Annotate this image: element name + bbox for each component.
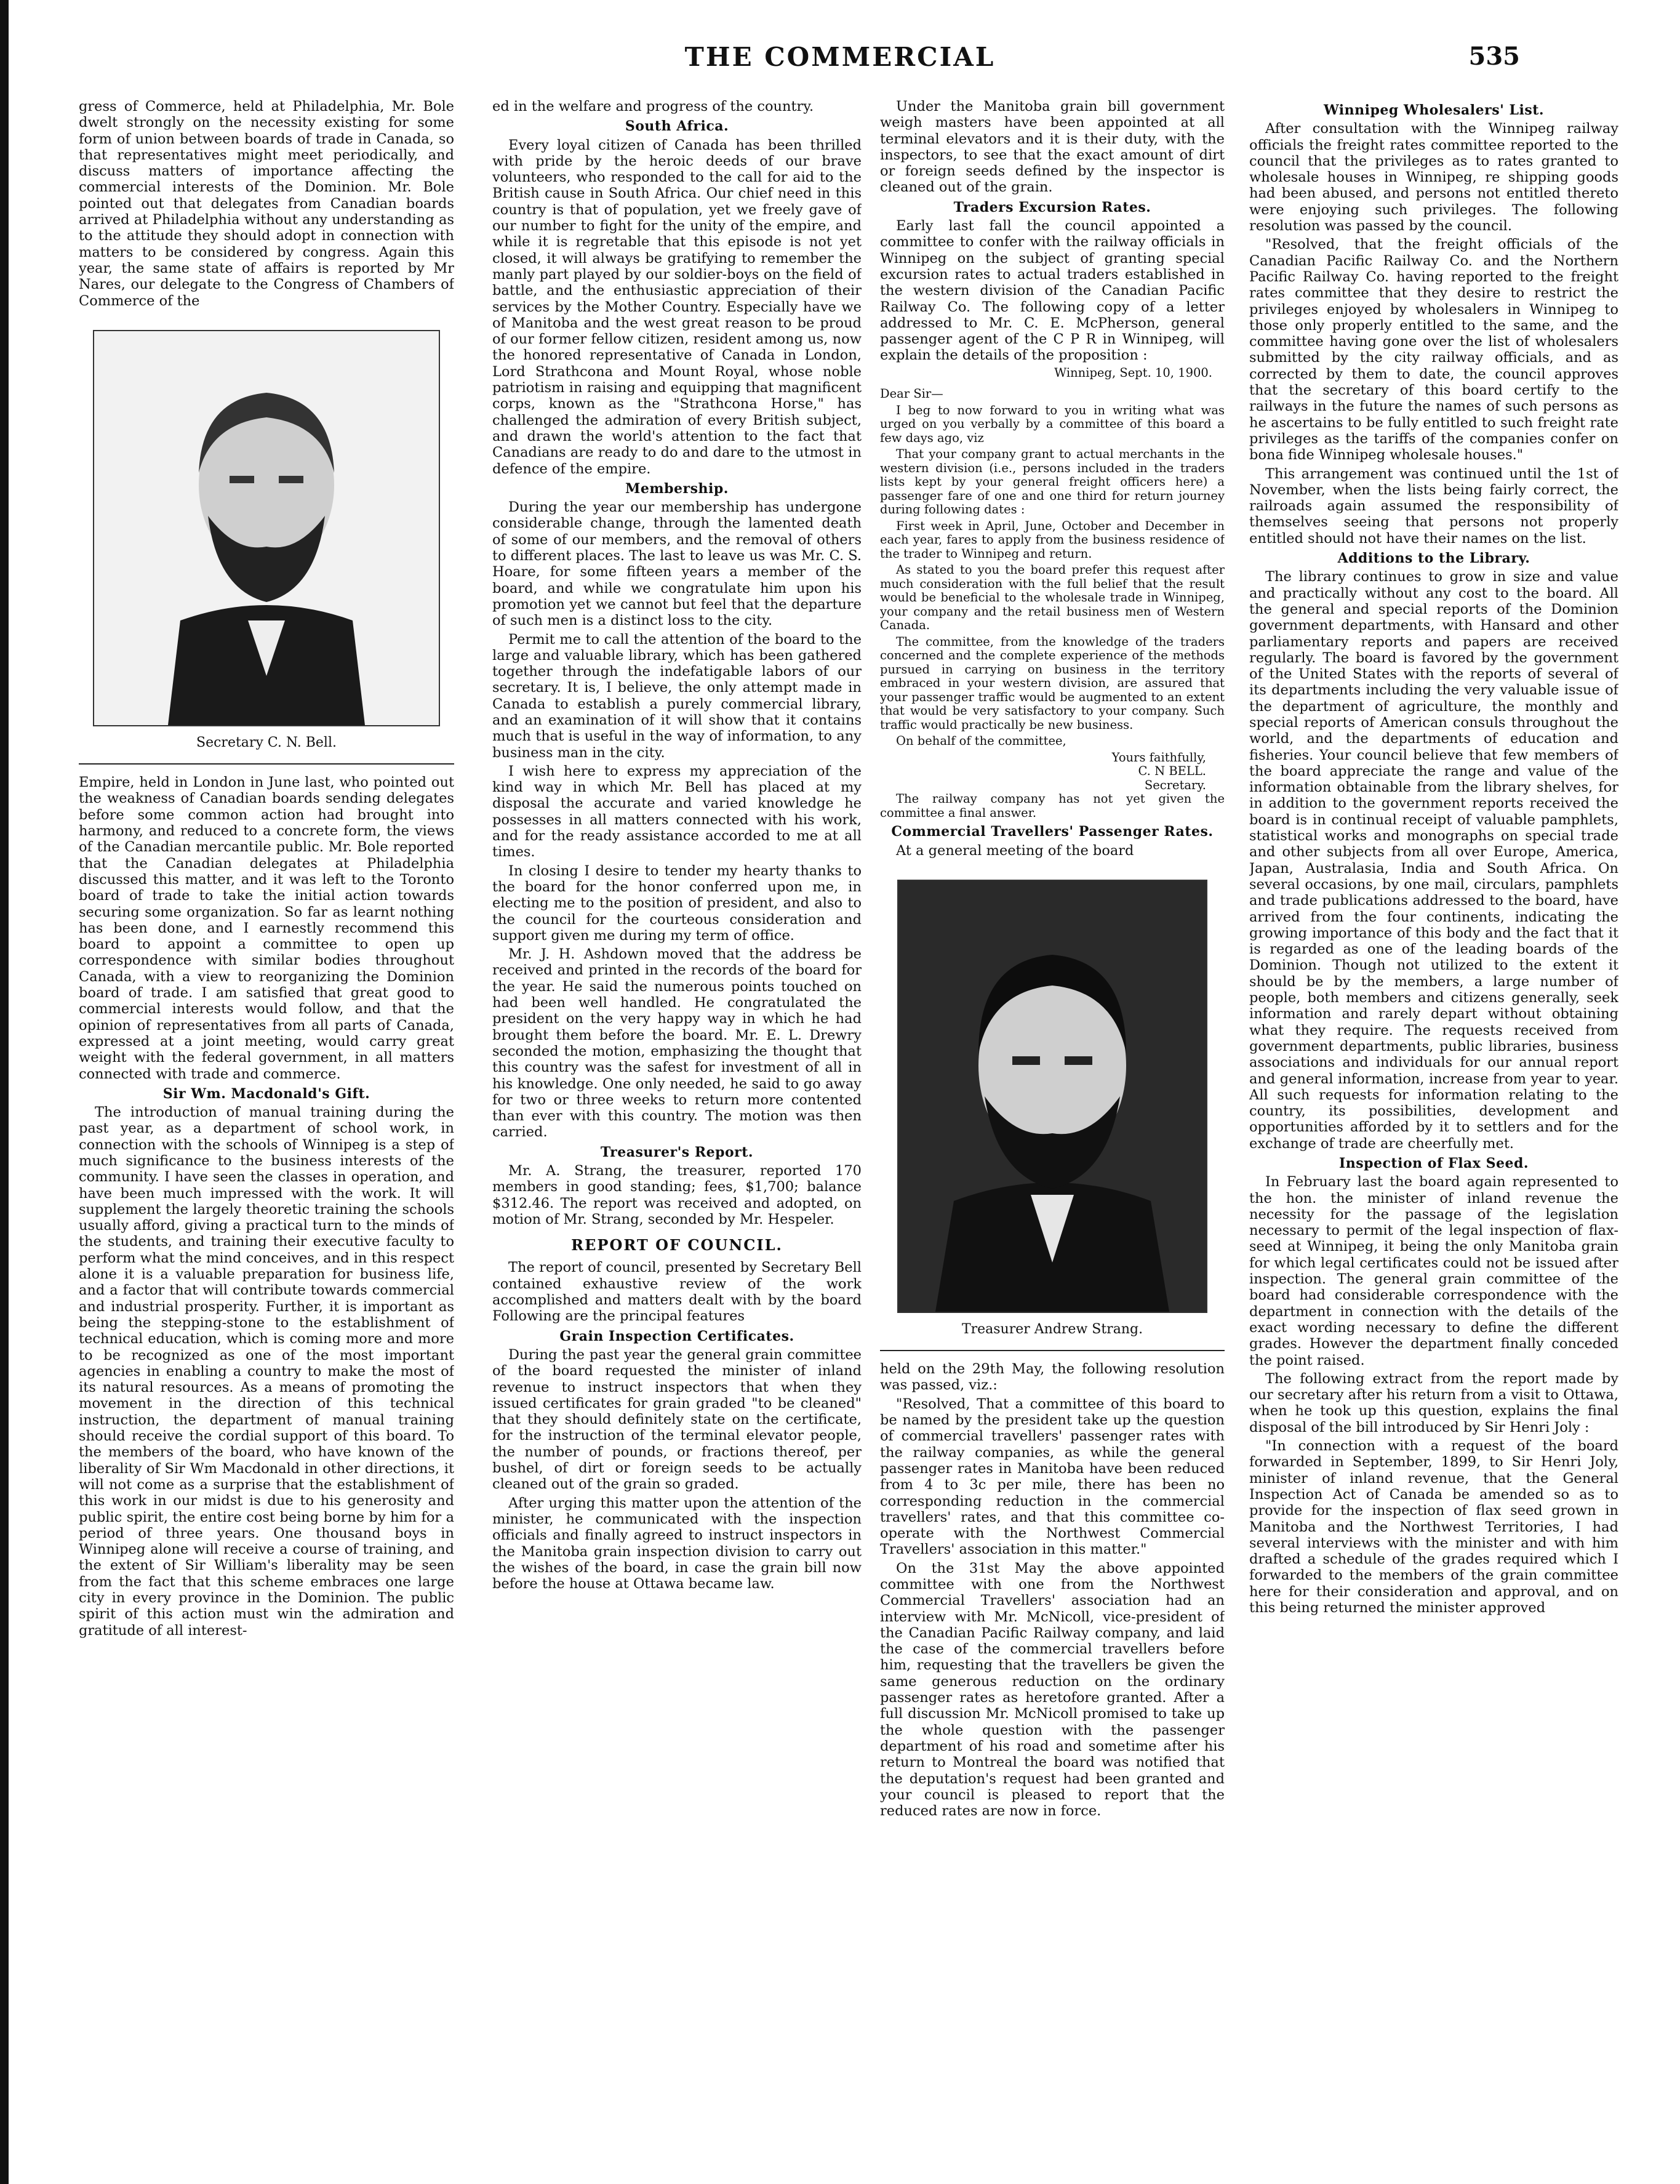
column-1 (79, 98, 454, 2167)
section-heading: REPORT OF COUNCIL. (571, 1236, 783, 1255)
column-2 (492, 98, 862, 2167)
page-edge-shadow (0, 0, 14, 2184)
paragraph: The library continues to grow in size and value and practically without any cost to the board. All the general and special reports of the Dominion government departments, with Hansard and other parliamentary reports and papers are received regularly. The board is favored by the government of the United States with the reports of several of its departments including the very valuable issue of the department of agriculture, the monthly and special reports of American consuls throughout the world, and the departments of education and fisheries. Your council believe that few members of the board appreciate the range and value of the information obtainable from the library shelves, for in addition to the government reports received the board is in continual receipt of valuable pamphlets, statistical works and monographs on special trade and other subjects from all over Europe, America, Japan, Australasia, India and South Africa. On several occasions, by one mail, circulars, pamphlets and trade publications addressed to the board, have arrived from the four continents, indicating the growing importance of this body and the fact that it is regarded as one of the leading boards of the Dominion. Though not utilized to the extent it should be by the members, a large number of people, both members and citizens generally, seek information and rarely depart without obtaining what they require. The requests received from government departments, public libraries, business associations and individuals for our annual report and general information, increase from year to year. All such requests for information relating to the country, its possibilities, development and opportunities afforded by it to settlers and for the exchange of trade are cheerfully met. (1249, 569, 1618, 1152)
section-heading: Treasurer's Report. (600, 1144, 754, 1160)
photo-caption: Secretary C. N. Bell. (196, 734, 337, 750)
portrait-photo (897, 880, 1207, 1313)
letter-paragraph: As stated to you the board prefer this request after much consideration with the full belief that the result would be beneficial to the wholesale trade in Winnipeg, your company and the retail business men of Western Canada. (880, 563, 1225, 633)
paragraph: held on the 29th May, the following resolution was passed, viz.: (880, 1361, 1225, 1394)
paragraph: Permit me to call the attention of the board to the large and valuable library, which has been gathered together through the indefatigable labors of our secretary. It is, I believe, the only attempt made in Canada to establish a purely commercial library, and an examination of it will show that it contains much that is useful in the way of information, to any business man in the city. (492, 631, 862, 761)
section-heading: Additions to the Library. (1337, 550, 1530, 567)
paragraph: After consultation with the Winnipeg railway officials the freight rates committee reported to the council that the privileges as to rates granted to wholesale houses in Winnipeg, re shipping goods had been abused, and persons not entitled thereto were enjoying such privileges. The following resolution was passed by the council. (1249, 121, 1618, 235)
section-heading: Membership. (625, 480, 729, 497)
divider (79, 763, 454, 765)
paragraph: Early last fall the council appointed a committee to confer with the railway officials in Winnipeg on the subject of granting special excursion rates to actual traders established in the western division of the Canadian Pacific Railway Co. The following copy of a letter addressed to Mr. C. E. McPherson, general passenger agent of the C P R in Winnipeg, will explain the details of the proposition : (880, 218, 1225, 364)
section-heading: Traders Excursion Rates. (953, 199, 1151, 215)
photo-secretary-bell (79, 330, 454, 751)
section-heading: South Africa. (625, 118, 729, 135)
letter-paragraph: On behalf of the committee, (896, 734, 1066, 749)
page-number: 535 (1468, 42, 1520, 71)
letter-salutation: Dear Sir— (880, 387, 943, 401)
paragraph: On the 31st May the above appointed committee with one from the Northwest Commercial Travellers' association had an interview with Mr. McNicoll, vice-president of the Canadian Pacific Railway company, and laid the case of the commercial travellers before him, requesting that the travellers be given the same generous reduction on the ordinary passenger rates as heretofore granted. After a full discussion Mr. McNicoll promised to take up the whole question with the passenger department of his road and sometime after his return to Montreal the board was notified that the deputation's request had been granted and your council is pleased to report that the reduced rates are now in force. (880, 1560, 1225, 1820)
letter-signer-title: Secretary. (1144, 777, 1206, 792)
paragraph: During the past year the general grain committee of the board requested the minister of inland revenue to instruct inspectors that when they issued certificates for grain graded "to be cleaned" that they should definitely state on the certificate, for the instruction of the terminal elevator people, the number of pounds, or fractions thereof, per bushel, of dirt or foreign seeds to be actually cleaned out of the grain so graded. (492, 1346, 862, 1493)
letter-paragraph: First week in April, June, October and December in each year, fares to apply from the business residence of the trader to Winnipeg and return. (880, 518, 1225, 561)
paragraph: "Resolved, that the freight officials of the Canadian Pacific Railway Co. and the Northern Pacific Railway Co. having reported to the freight rates committee that they desire to restrict the privileges enjoyed by wholesalers in Winnipeg to those only properly entitled to the same, and the committee having gone over the list of wholesalers submitted by the city railway officials, and as corrected by them to date, the council approves that the secretary of this board certify to the railways in the future the names of such persons as he ascertains to be fully entitled to such freight rate privileges as the tariffs of the companies confer on bona fide Winnipeg wholesale houses." (1249, 236, 1618, 464)
paragraph: Mr. A. Strang, the treasurer, reported 170 members in good standing; fees, $1,700; balance $312.46. The report was received and adopted, on motion of Mr. Strang, seconded by Mr. Hespeler. (492, 1163, 862, 1227)
divider (880, 1350, 1225, 1351)
column-3 (880, 98, 1225, 2167)
paragraph: During the year our membership has undergone considerable change, through the lamented death of some of our members, and the removal of others to different places. The last to leave us was Mr. C. S. Hoare, for some fifteen years a member of the board, and while we congratulate him upon his promotion yet we cannot but feel that the departure of such men is a distinct loss to the city. (492, 499, 862, 629)
paragraph: In February last the board again represented to the hon. the minister of inland revenue the necessity for the passage of the legislation necessary to permit of the legal inspection of flax-seed at Winnipeg, it being the only Manitoba grain for which legal certificates could not be issued after inspection. The general grain committee of the board had considerable correspondence with the department in connection with the details of the exact wording necessary to define the different grades. However the department finally conceded the point raised. (1249, 1174, 1618, 1368)
paragraph: Under the Manitoba grain bill government weigh masters have been appointed at all terminal elevators and it is their duty, with the inspectors, to see that the exact amount of dirt or foreign seeds defined by the inspector is cleaned out of the grain. (880, 98, 1225, 196)
paragraph: Empire, held in London in June last, who pointed out the weakness of Canadian boards sending delegates before some common action had brought into harmony, and reduced to a concrete form, the views of the Canadian mercantile public. Mr. Bole reported that the Canadian delegates at Philadelphia discussed this matter, and it was left to the Toronto board of trade to take the initial action towards securing some organization. So far as learnt nothing has been done, and I earnestly recommend this board to appoint a committee to open up correspondence with similar bodies throughout Canada, with a view to reorganizing the Dominion board of trade. I am satisfied that great good to commercial interests would follow, and that the opinion of representatives from all parts of Canada, expressed at a joint meeting, would carry great weight with the federal government, in all matters connected with trade and commerce. (79, 774, 454, 1082)
letter-paragraph: I beg to now forward to you in writing what was urged on you verbally by a committee of this board a few days ago, viz (880, 403, 1225, 445)
paragraph: After urging this matter upon the attention of the minister, he communicated with the inspection officials and finally agreed to instruct inspectors in the Manitoba grain inspection division to carry out the wishes of the board, in case the grain bill now before the house at Ottawa became law. (492, 1495, 862, 1592)
page-header (0, 37, 1680, 86)
paragraph: This arrangement was continued until the 1st of November, when the lists being fairly correct, the railroads again assumed the responsibility of themselves seeing that persons not properly entitled should not have their names on the list. (1249, 465, 1618, 547)
paragraph: I wish here to express my appreciation of the kind way in which Mr. Bell has placed at my disposal the accurate and varied knowledge he possesses in all matters connected with his work, and for the ready assistance accorded to me at all times. (492, 763, 862, 861)
paragraph: The following extract from the report made by our secretary after his return from a visit to Ottawa, when he took up this question, explains the final disposal of the bill introduced by Sir Henri Joly : (1249, 1370, 1618, 1435)
letter-signer: C. N BELL. (1138, 764, 1206, 779)
paragraph: Mr. J. H. Ashdown moved that the address be received and printed in the records of the board for the year. He said the numerous points touched on had been well handled. He congratulated the president on the very happy way in which he had brought them before the board. Mr. E. L. Drewry seconded the motion, emphasizing the thought that this country was the safest for investment of all in his knowledge. One only needed, he said to go away for two or three weeks to return more contented than ever with this country. The motion was then carried. (492, 946, 862, 1141)
paragraph: "Resolved, That a committee of this board to be named by the president take up the question of commercial travellers' passenger rates with the railway companies, as while the general passenger rates in Manitoba have been reduced from 4 to 3c per mile, there has been no corresponding reduction in the commercial travellers' rates, and that this committee co-operate with the Northwest Commercial Travellers' association in this matter." (880, 1395, 1225, 1558)
paragraph: The introduction of manual training during the past year, as a department of school work, in connection with the schools of Winnipeg is a step of much significance to the business interests of the community. I have seen the classes in operation, and have been much impressed with the work. It will supplement the largely theoretic training the schools usually afford, giving a practical turn to the minds of the students, and training their executive faculty to perform what the mind conceives, and in this respect alone it is a valuable preparation for business life, and a factor that will contribute towards commercial and industrial prosperity. Further, it is important as being the stepping-stone to the establishment of technical education, which is coming more and more to be recognized as one of the most important agencies in enabling a country to make the most of its natural resources. As a means of promoting the movement in the direction of this technical instruction, the department of manual training should receive the cordial support of this board. To the members of the board, who have known of the liberality of Sir Wm Macdonald in other directions, it will not come as a surprise that the establishment of this work in our midst is due to his generosity and public spirit, the entire cost being borne by him for a period of three years. One thousand boys in Winnipeg alone will receive a course of training, and the extent of Sir William's liberality may be seen from the fact that this scheme embraces one large city in every province in the Dominion. The public spirit of this action must win the admiration and gratitude of all interest- (79, 1104, 454, 1639)
paragraph: In closing I desire to tender my hearty thanks to the board for the honor conferred upon me, in electing me to the position of president, and also to the council for the courteous consideration and support given me during my term of office. (492, 862, 862, 944)
letter-paragraph: That your company grant to actual merchants in the western division (i.e., persons included in the traders lists kept by your general freight officers here) a passenger fare of one and one third for return journey during following dates : (880, 447, 1225, 517)
paragraph: At a general meeting of the board (896, 842, 1134, 859)
portrait-photo (93, 330, 440, 726)
column-4 (1249, 98, 1618, 2167)
masthead: THE COMMERCIAL (684, 42, 996, 72)
paragraph: The report of council, presented by Secretary Bell contained exhaustive review of the work accomplished and matters dealt with by the board Following are the principal features (492, 1259, 862, 1325)
letter-closing: Yours faithfully, (1111, 750, 1206, 765)
paragraph: Every loyal citizen of Canada has been thrilled with pride by the heroic deeds of our brave volunteers, who responded to the call for aid to the British cause in South Africa. Our chief need in this country is that of population, yet we freely gave of our number to fight for the unity of the empire, and while it is regretable that this episode is not yet closed, it will always be gratifying to remember the manly part played by our soldier-boys on the field of battle, and the enthusiastic appreciation of their services by the Mother Country. Especially have we of Manitoba and the west great reason to be proud of our former fellow citizen, resident among us, now the honored representative of Canada in London, Lord Strathcona and Mount Royal, whose noble patriotism in raising and equipping that magnificent corps, known as the "Strathcona Horse," has challenged the admiration of every British subject, and drawn the world's attention to the fact that Canadians are ready to do and dare to the utmost in defence of the empire. (492, 137, 862, 477)
paragraph: The railway company has not yet given the committee a final answer. (880, 792, 1225, 820)
section-heading: Winnipeg Wholesalers' List. (1323, 102, 1545, 118)
photo-treasurer-strang (880, 880, 1225, 1338)
portrait-illustration (94, 331, 439, 725)
letter-dateline: Winnipeg, Sept. 10, 1900. (1054, 365, 1212, 380)
paragraph: "In connection with a request of the board forwarded in September, 1899, to Sir Henri Joly, minister of inland revenue, that the General Inspection Act of Canada be amended so as to provide for the inspection of flax seed grown in Manitoba and the Northwest Territories, I had several interviews with the minister and with him drafted a schedule of the grades required which I forwarded to the members of the grain committee here for their consideration and approval, and on this being returned the minister approved (1249, 1438, 1618, 1616)
letter-paragraph: The committee, from the knowledge of the traders concerned and the complete experience of the methods pursued in carrying on business in the territory embraced in your western division, are assured that your passenger traffic would be augmented to an extent that would be very satisfactory to your company. Such traffic would practically be new business. (880, 634, 1225, 732)
section-heading: Inspection of Flax Seed. (1338, 1155, 1529, 1171)
paragraph: gress of Commerce, held at Philadelphia, Mr. Bole dwelt strongly on the necessity existing for some form of union between boards of trade in Canada, so that representatives might meet periodically, and discuss matters of importance affecting the commercial interests of the Dominion. Mr. Bole pointed out that delegates from Canadian boards arrived at Philadelphia without any understanding as to the attitude they should adopt in connection with matters to be considered by congress. Again this year, the same state of affairs is reported by Mr Nares, our delegate to the Congress of Chambers of Commerce of the (79, 98, 454, 309)
paragraph: ed in the welfare and progress of the country. (492, 98, 814, 114)
section-heading: Sir Wm. Macdonald's Gift. (162, 1085, 370, 1102)
section-heading: Grain Inspection Certificates. (559, 1328, 794, 1344)
section-heading: Commercial Travellers' Passenger Rates. (891, 824, 1214, 840)
photo-caption: Treasurer Andrew Strang. (961, 1321, 1143, 1337)
portrait-illustration (898, 881, 1206, 1312)
